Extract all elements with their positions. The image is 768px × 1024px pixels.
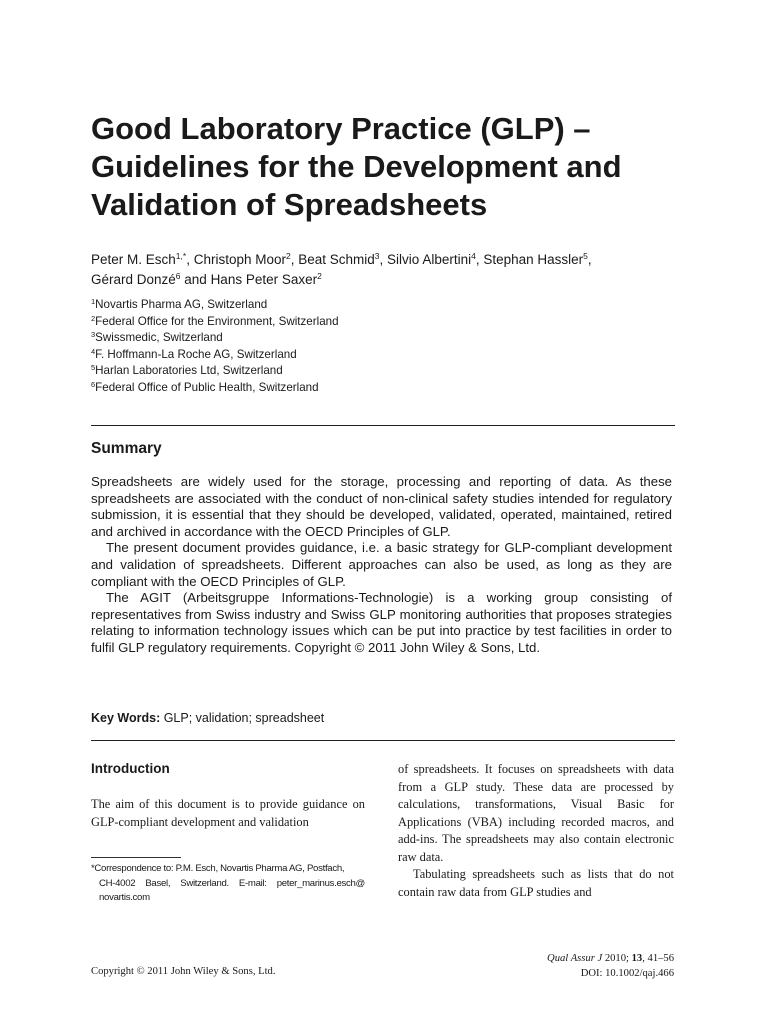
affiliation-number: 1 [91, 297, 96, 306]
title-line: Validation of Spreadsheets [91, 187, 488, 222]
author-list [91, 250, 691, 290]
introduction-left-text: The aim of this document is to provide guidance on GLP-compliant development and validation [91, 797, 365, 829]
affiliation-number: 2 [91, 313, 96, 323]
keywords-label: Key Words: [91, 711, 161, 725]
author-name: Gérard Donzé [91, 272, 176, 287]
affiliation-text: Novartis Pharma AG, Switzerland [95, 298, 268, 311]
journal-citation [547, 951, 674, 981]
affiliation [91, 380, 691, 397]
journal-name: Qual Assur J [547, 953, 603, 964]
section-divider [91, 740, 675, 741]
article-title [91, 110, 691, 224]
author-line [91, 270, 691, 290]
keywords [91, 710, 675, 726]
summary-paragraph: The present document provides guidance, i.e. a basic strategy for GLP-compliant development and validation of spreadsheets. Different approaches can also be used, as long as they are compliant with the OECD Principles of GLP. [91, 540, 672, 589]
author-affil-marker: 2 [286, 251, 291, 261]
author-separator: , [186, 252, 194, 267]
author-affil-marker: 5 [583, 251, 588, 261]
affiliation-text: Swissmedic, Switzerland [95, 331, 223, 345]
summary-paragraph: Spreadsheets are widely used for the storage, processing and reporting of data. As these spreadsheets are associated with the conduct of non-clinical safety studies intended for regulatory submission, it is essential that they should be developed, validated, operated, maintained, retired and archived in accordance with the OECD Principles of GLP. [91, 474, 672, 539]
affiliation-list [91, 297, 691, 397]
author-line [91, 250, 691, 270]
author-name: Peter M. Esch [91, 252, 176, 267]
body-paragraph: of spreadsheets. It focuses on spreadsheets with data from a GLP study. These data are processed by calculations, transformations, Visual Basic for Applications (VBA) including recorded macros, and add-ins. The spreadsheets may also contain electronic raw data. [398, 762, 674, 864]
affiliation [91, 363, 691, 380]
footnote-continuation: CH-4002 Basel, Switzerland. E-mail: peter_marinus.esch@ novartis.com [99, 877, 365, 903]
correspondence-footnote [91, 862, 365, 906]
author-name: Beat Schmid [298, 252, 375, 267]
affiliation-number: 4 [91, 346, 96, 356]
summary-heading: Summary [91, 440, 162, 457]
doi: DOI: 10.1002/qaj.466 [580, 968, 674, 979]
affiliation-number: 6 [91, 379, 96, 389]
footnote-first-line: *Correspondence to: P.M. Esch, Novartis Pharma AG, Postfach, [91, 863, 345, 874]
author-affil-marker: 4 [471, 251, 476, 261]
body-paragraph: Tabulating spreadsheets such as lists that do not contain raw data from GLP studies and [398, 867, 674, 899]
title-line: Guidelines for the Development and [91, 149, 622, 184]
author-name: Christoph Moor [193, 252, 286, 267]
affiliation-text: F. Hoffmann-La Roche AG, Switzerland [95, 347, 297, 361]
footnote-divider [91, 857, 181, 858]
journal-year: 2010; [602, 953, 632, 964]
author-name: Hans Peter Saxer [210, 272, 318, 287]
introduction-right-column [398, 761, 674, 901]
author-separator: , [587, 252, 592, 267]
affiliation-text: Federal Office for the Environment, Switzerland [95, 314, 339, 328]
author-separator: and [180, 272, 211, 287]
journal-reference [547, 951, 674, 966]
affiliation [91, 330, 691, 347]
section-divider [91, 425, 675, 426]
author-name: Silvio Albertini [387, 252, 472, 267]
summary-paragraph: The AGIT (Arbeitsgruppe Informations-Technologie) is a working group consisting of representatives from Swiss industry and Swiss GLP monitoring authorities that proposes strategies relating to information technology issues which can be put into practice by test facilities in order to fulfil GLP regulatory requirements. Copyright © 2011 John Wiley & Sons, Ltd. [91, 590, 672, 655]
journal-volume: 13 [631, 953, 643, 964]
affiliation-text: Harlan Laboratories Ltd, Switzerland [95, 364, 283, 378]
keywords-text: GLP; validation; spreadsheet [160, 711, 325, 725]
title-line: Good Laboratory Practice (GLP) – [91, 111, 591, 146]
author-affil-marker: 2 [317, 271, 322, 281]
author-affil-marker: 1,* [175, 251, 187, 261]
author-separator: , [290, 252, 299, 267]
author-name: Stephan Hassler [483, 252, 584, 267]
author-separator: , [379, 252, 388, 267]
author-separator: , [475, 252, 484, 267]
journal-pages: , 41–56 [642, 953, 674, 964]
affiliation [91, 297, 691, 314]
affiliation-text: Federal Office of Public Health, Switzerland [95, 380, 319, 394]
affiliation-number: 5 [91, 363, 96, 373]
affiliation-number: 3 [91, 330, 96, 340]
author-affil-marker: 3 [374, 251, 380, 261]
affiliation [91, 347, 691, 364]
introduction-heading: Introduction [91, 761, 170, 776]
copyright-footer: Copyright © 2011 John Wiley & Sons, Ltd. [91, 966, 276, 977]
summary-body [91, 474, 672, 657]
author-affil-marker: 6 [175, 271, 181, 281]
affiliation [91, 314, 691, 331]
